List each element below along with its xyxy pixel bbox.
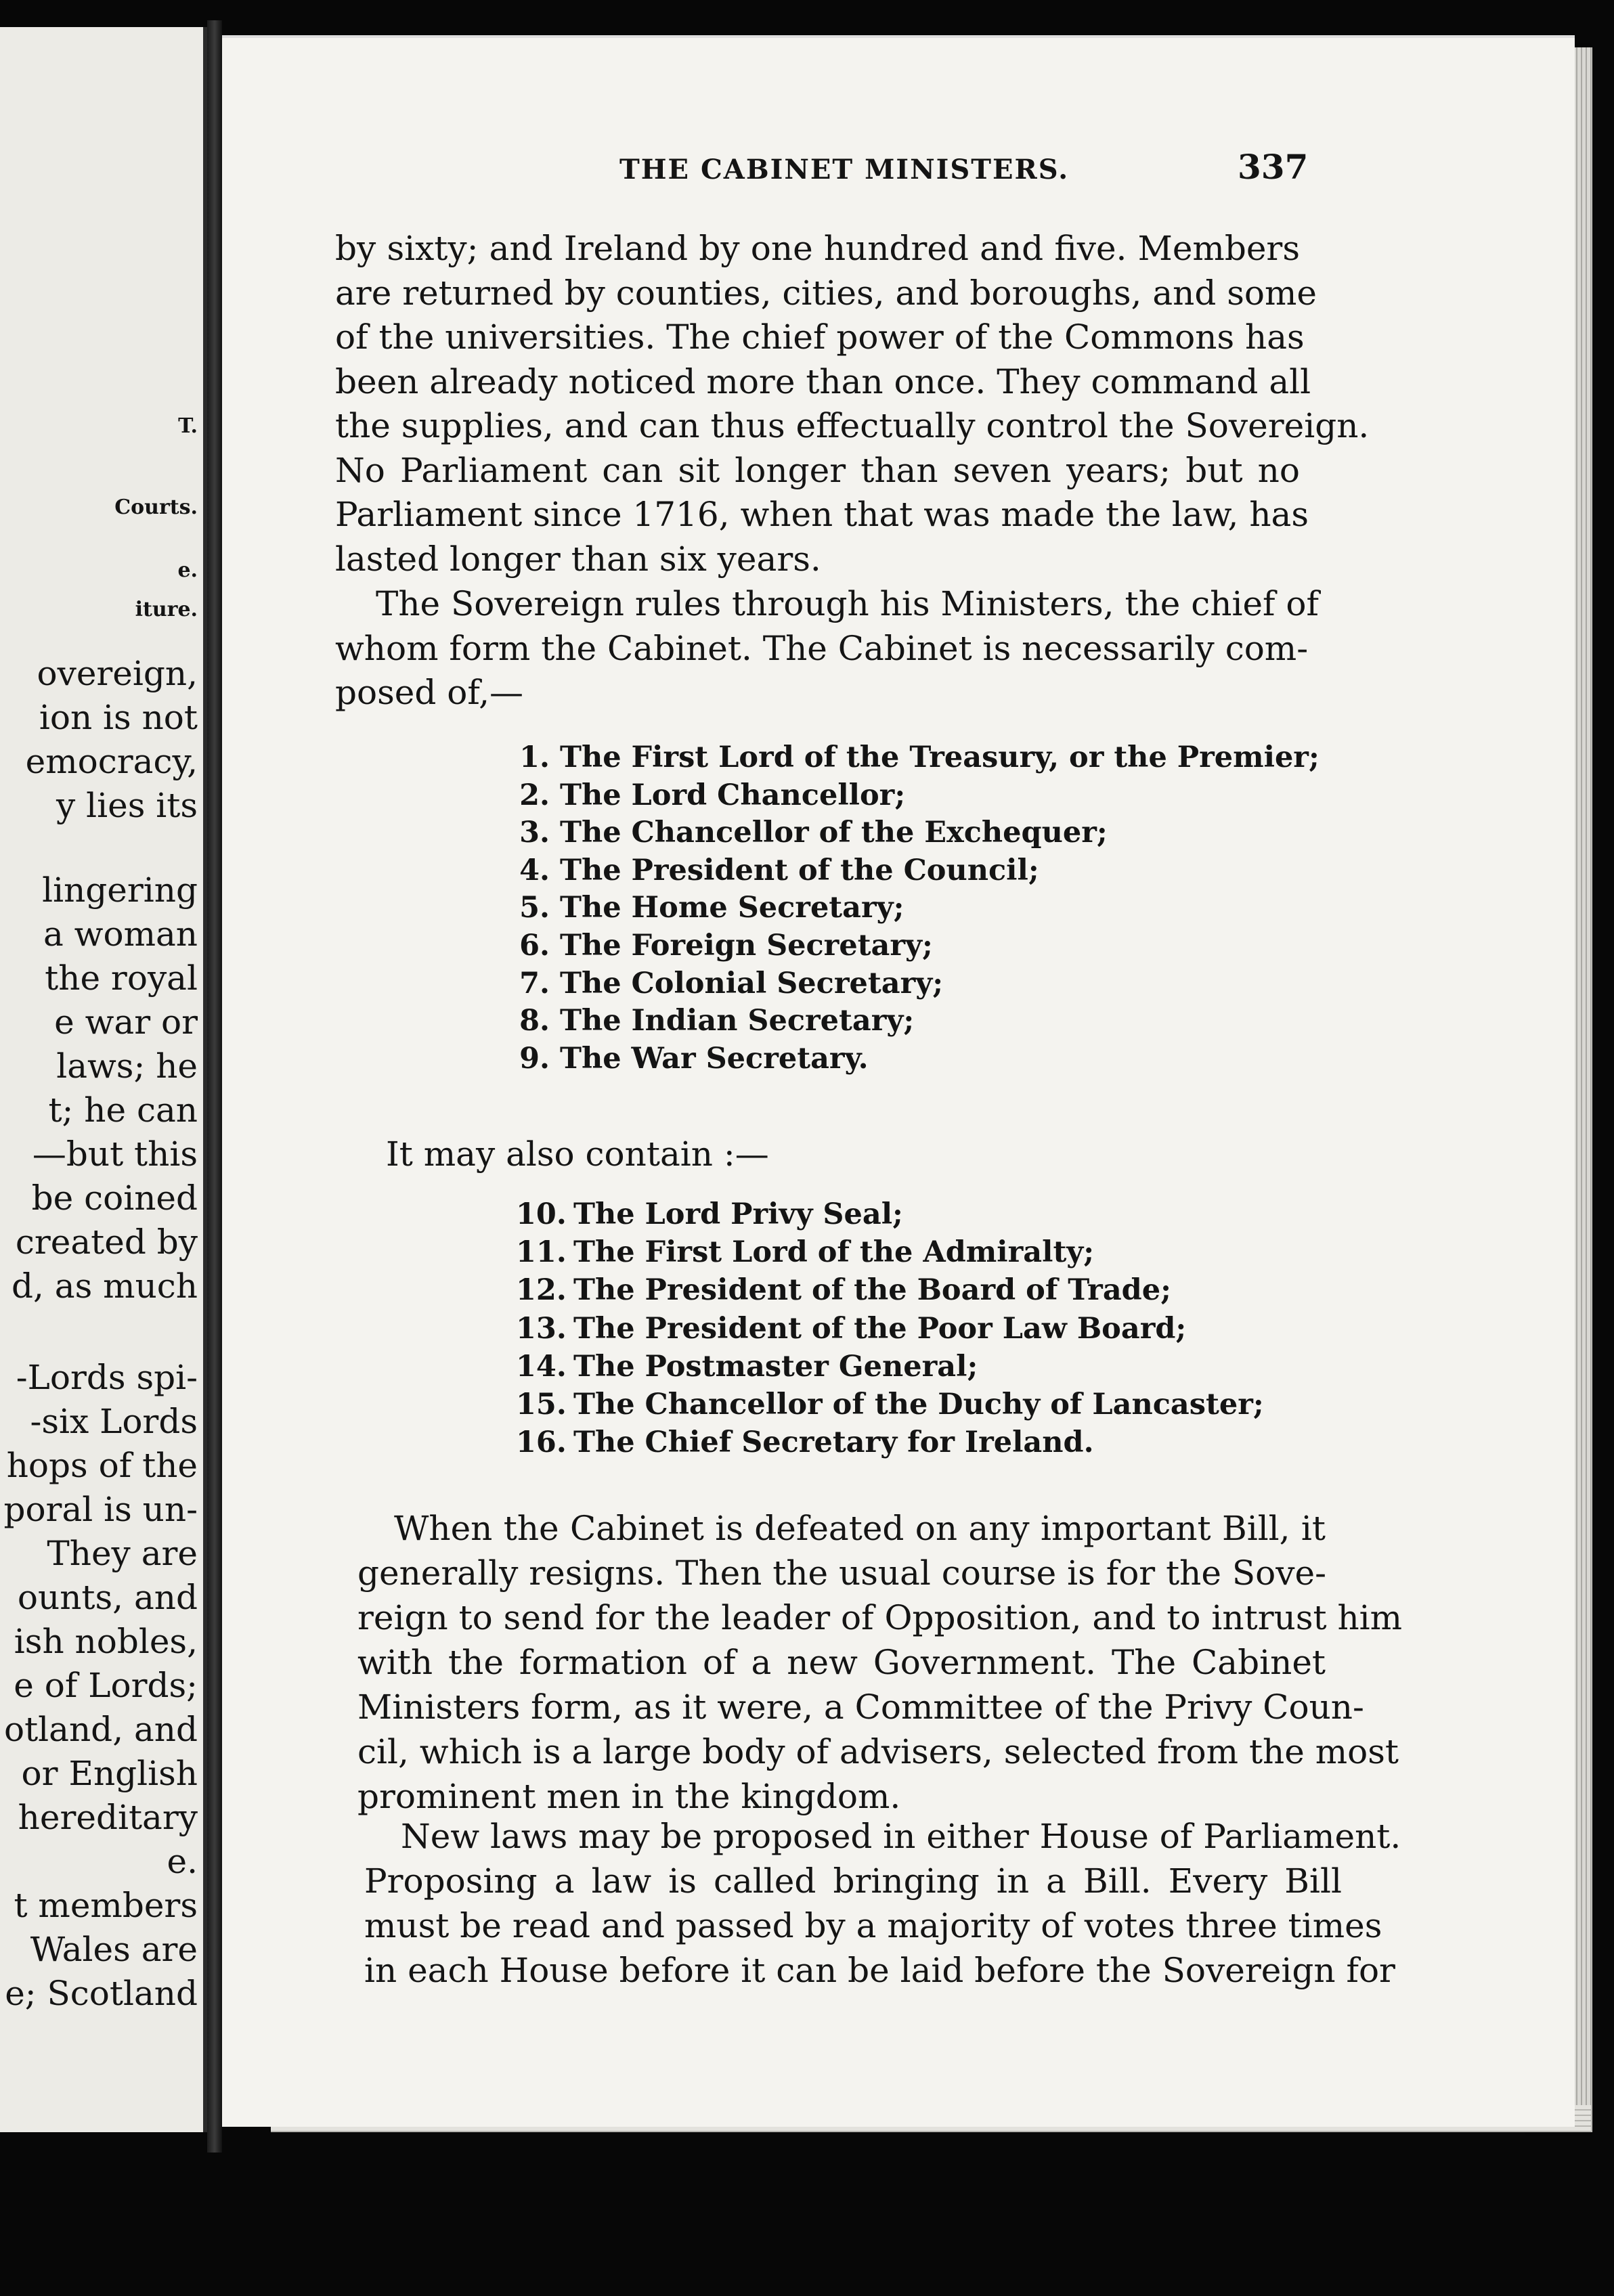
list-number: 13. [516,1311,567,1346]
text-line: Parliament since 1716, when that was made the law, has [335,495,1309,534]
left-page-fragment: ounts, and [17,1578,198,1617]
list-text: The Colonial Secretary; [550,966,944,1000]
list-number: 14. [516,1349,567,1384]
list-text: The War Secretary. [550,1041,869,1076]
left-page-fragment: otland, and [3,1710,198,1749]
list-text: The Foreign Secretary; [550,929,933,963]
running-head: THE CABINET MINISTERS. [619,154,1070,185]
left-page-fragment: y lies its [56,786,198,825]
left-page-fragment: Wales are [30,1930,198,1969]
list-text: The Chancellor of the Duchy of Lancaster; [563,1388,1264,1421]
optional-list-item [516,1235,1095,1270]
list-text: The Lord Privy Seal; [563,1197,903,1231]
left-page-fragment: laws; he [56,1046,198,1086]
list-number: 2. [519,778,550,812]
left-page-fragment: —but this [32,1134,198,1174]
cabinet-list-item [516,853,1039,887]
left-page-fragment: d, as much [12,1266,198,1306]
list-intro: It may also contain :— [386,1134,769,1174]
optional-list-item [516,1426,1094,1460]
cabinet-list-item [516,1041,869,1076]
cabinet-list-item [516,816,1108,850]
left-page-fragment: be coined [31,1178,198,1218]
left-page-fragment: a woman [43,914,198,954]
text-line: whom form the Cabinet. The Cabinet is necessarily com- [335,628,1309,668]
list-text: The President of the Council; [550,853,1039,887]
left-page-fragment: lingering [42,870,198,910]
left-page-fragment: or English [21,1754,198,1793]
optional-list-item [516,1273,1171,1308]
text-line: cil, which is a large body of advisers, selected from the most [357,1732,1399,1771]
text-line: with the formation of a new Government. The Cabinet [357,1643,1326,1682]
text-line: the supplies, and can thus effectually control the Sovereign. [335,406,1370,445]
left-page-fragment: hops of the [6,1446,198,1485]
list-number: 5. [519,891,550,925]
list-number: 4. [519,853,550,887]
list-text: The Indian Secretary; [550,1004,915,1038]
optional-list-item [516,1349,978,1384]
list-text: The Chief Secretary for Ireland. [563,1426,1094,1460]
text-line: must be read and passed by a majority of votes three times [364,1906,1382,1945]
list-number: 11. [516,1235,567,1270]
list-number: 8. [519,1004,550,1038]
list-number: 1. [519,741,550,774]
text-line: No Parliament can sit longer than seven years; but no [335,450,1300,490]
list-number: 3. [519,816,550,850]
list-text: The President of the Poor Law Board; [563,1311,1187,1346]
left-page-fragment: hereditary [18,1798,198,1837]
text-line: New laws may be proposed in either House of Parliament. [401,1817,1401,1856]
left-page-fragment: They are [47,1534,198,1573]
text-line: generally resigns. Then the usual course is for the Sove- [357,1553,1326,1593]
list-number: 15. [516,1388,567,1421]
list-number: 10. [516,1197,567,1231]
text-line: in each House before it can be laid before the Sovereign for [364,1951,1395,1990]
cabinet-list-item [516,1004,915,1038]
left-page-fragment: Courts. [114,495,198,519]
text-line: prominent men in the kingdom. [357,1777,901,1816]
cabinet-list-item [516,778,906,812]
list-text: The Chancellor of the Exchequer; [550,816,1108,850]
list-number: 12. [516,1273,567,1308]
list-text: The President of the Board of Trade; [563,1273,1171,1308]
text-line: Proposing a law is called bringing in a Bill. Every Bill [364,1861,1342,1901]
left-page-fragment: t; he can [48,1090,198,1130]
left-page-fragment: e of Lords; [14,1666,198,1705]
text-line: of the universities. The chief power of the Commons has [335,317,1305,357]
left-page-fragment: poral is un- [3,1490,198,1529]
cabinet-list-item [516,931,933,961]
left-page-fragment: the royal [45,958,198,998]
cabinet-list-item [516,743,1319,772]
left-page-fragment: ion is not [39,698,198,737]
left-page-fragment: e war or [54,1002,198,1042]
left-page-fragment: -Lords spi- [16,1358,198,1397]
page-number: 337 [1238,147,1309,187]
left-page-fragment: e. [177,558,198,582]
left-page-fragment: T. [178,414,198,438]
text-line: When the Cabinet is defeated on any important Bill, it [394,1509,1326,1548]
cabinet-list-item [516,966,944,1000]
text-line: Ministers form, as it were, a Committee of the Privy Coun- [357,1687,1364,1727]
text-line: reign to send for the leader of Opposition, and to intrust him [357,1598,1403,1637]
book-gutter [207,20,222,2152]
list-number: 9. [519,1041,550,1076]
left-page-fragment: -six Lords [30,1402,198,1441]
list-number: 7. [519,966,550,1000]
left-page-fragment: iture. [135,598,198,621]
list-number: 16. [516,1426,567,1460]
list-text: The Home Secretary; [550,891,904,925]
list-text: The First Lord of the Admiralty; [563,1235,1095,1270]
list-text: The Postmaster General; [563,1349,978,1384]
text-line: are returned by counties, cities, and boroughs, and some [335,273,1317,313]
list-number: 6. [519,929,550,963]
left-page-fragment: ish nobles, [14,1622,198,1661]
cabinet-list-item [516,893,904,923]
left-page-fragment: t members [14,1886,198,1925]
optional-list-item [516,1311,1187,1346]
left-page-fragment: e. [167,1842,198,1881]
optional-list-item [516,1197,903,1231]
left-page-fragment: created by [15,1222,198,1262]
text-line: posed of,— [335,673,523,712]
left-facing-page [0,27,207,2132]
optional-list-item [516,1390,1264,1419]
text-line: been already noticed more than once. They command all [335,361,1311,401]
text-line: by sixty; and Ireland by one hundred and five. Members [335,229,1300,268]
left-page-fragment: emocracy, [25,742,198,781]
left-page-fragment: e; Scotland [5,1974,198,2013]
text-line: lasted longer than six years. [335,539,821,579]
text-line: The Sovereign rules through his Ministers, the chief of [376,584,1319,623]
left-page-fragment: overeign, [37,654,198,693]
list-text: The Lord Chancellor; [550,778,906,812]
list-text: The First Lord of the Treasury, or the Premier; [550,741,1319,774]
